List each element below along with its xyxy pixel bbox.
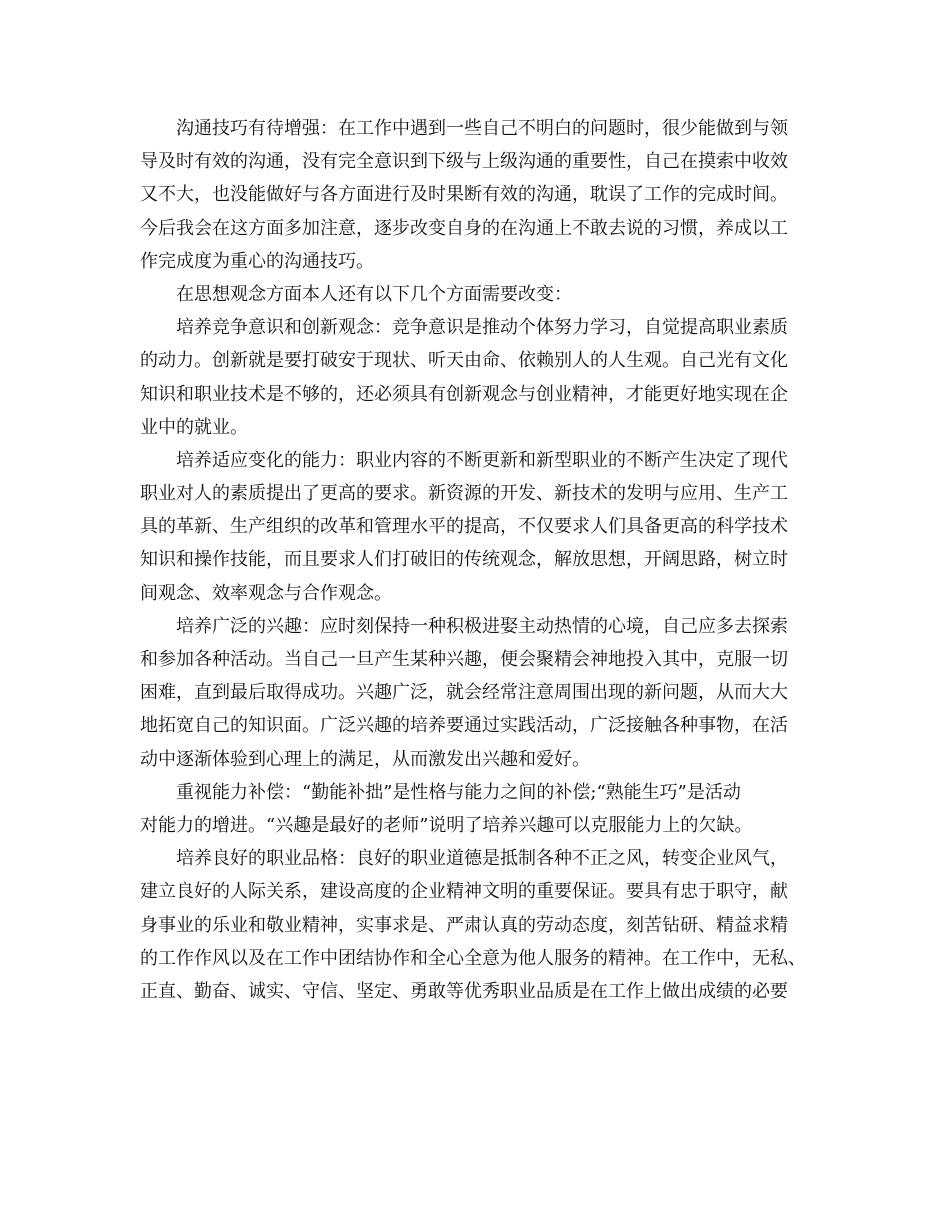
text-line: 培养广泛的兴趣：应时刻保持一种积极进娶主动热情的心境，自己应多去探索 [140,615,788,637]
text-line: 的工作作风以及在工作中团结协作和全心全意为他人服务的精神。在工作中，无私、 [140,947,806,969]
text-line: 在思想观念方面本人还有以下几个方面需要改变： [140,283,572,305]
text-line: 具的革新、生产组织的改革和管理水平的提高，不仅要求人们具备更高的科学技术 [140,516,788,538]
text-line: 困难，直到最后取得成功。兴趣广泛，就会经常注意周围出现的新问题，从而大大 [140,682,788,704]
paragraph-ability-compensation [140,776,812,842]
text-line: 作完成度为重心的沟通技巧。 [140,250,374,272]
text-line: 和参加各种活动。当自己一旦产生某种兴趣，便会聚精会神地投入其中，克服一切 [140,649,788,670]
text-line: 动中逐渐体验到心理上的满足，从而激发出兴趣和爱好。 [140,748,590,770]
paragraph-communication-skills [140,112,812,278]
text-line: 又不大，也没能做好与各方面进行及时果断有效的沟通，耽误了工作的完成时间。 [140,184,788,206]
paragraph-professional-character [140,842,812,1008]
text-line: 正直、勤奋、诚实、守信、坚定、勇敢等优秀职业品质是在工作上做出成绩的必要 [140,980,788,1002]
paragraph-adaptability [140,444,812,610]
paragraph-competition-innovation [140,311,812,444]
text-line: 沟通技巧有待增强：在工作中遇到一些自己不明白的问题时，很少能做到与领 [140,118,788,139]
text-line: 的动力。创新就是要打破安于现状、听天由命、依赖别人的人生观。自己光有文化 [140,350,788,372]
text-line: 培养良好的职业品格：良好的职业道德是抵制各种不正之风，转变企业风气， [140,848,788,870]
paragraph-mindset-intro [140,278,812,311]
text-line: 知识和操作技能，而且要求人们打破旧的传统观念，解放思想，开阔思路，树立时 [140,549,788,571]
text-line: 地拓宽自己的知识面。广泛兴趣的培养要通过实践活动，广泛接触各种事物，在活 [140,715,788,737]
document-body [140,112,812,1008]
text-line: 身事业的乐业和敬业精神，实事求是、严肃认真的劳动态度，刻苦钻研、精益求精 [140,914,788,936]
text-line: 职业对人的素质提出了更高的要求。新资源的开发、新技术的发明与应用、生产工 [140,483,788,505]
text-line: 重视能力补偿：“勤能补拙”是性格与能力之间的补偿;“熟能生巧”是活动 [140,781,741,803]
text-line: 建立良好的人际关系，建设高度的企业精神文明的重要保证。要具有忠于职守，献 [140,881,788,903]
paragraph-broad-interests [140,610,812,776]
text-line: 培养竞争意识和创新观念：竞争意识是推动个体努力学习，自觉提高职业素质 [140,317,788,339]
text-line: 培养适应变化的能力：职业内容的不断更新和新型职业的不断产生决定了现代 [140,449,788,471]
text-line: 导及时有效的沟通，没有完全意识到下级与上级沟通的重要性，自己在摸索中收效 [140,151,788,173]
text-line: 间观念、效率观念与合作观念。 [140,582,392,604]
text-line: 今后我会在这方面多加注意，逐步改变自身的在沟通上不敢去说的习惯，养成以工 [140,217,788,239]
text-line: 知识和职业技术是不够的，还必须具有创新观念与创业精神，才能更好地实现在企 [140,383,788,405]
text-line: 对能力的增进。“兴趣是最好的老师”说明了培养兴趣可以克服能力上的欠缺。 [140,814,753,836]
text-line: 业中的就业。 [140,416,248,438]
